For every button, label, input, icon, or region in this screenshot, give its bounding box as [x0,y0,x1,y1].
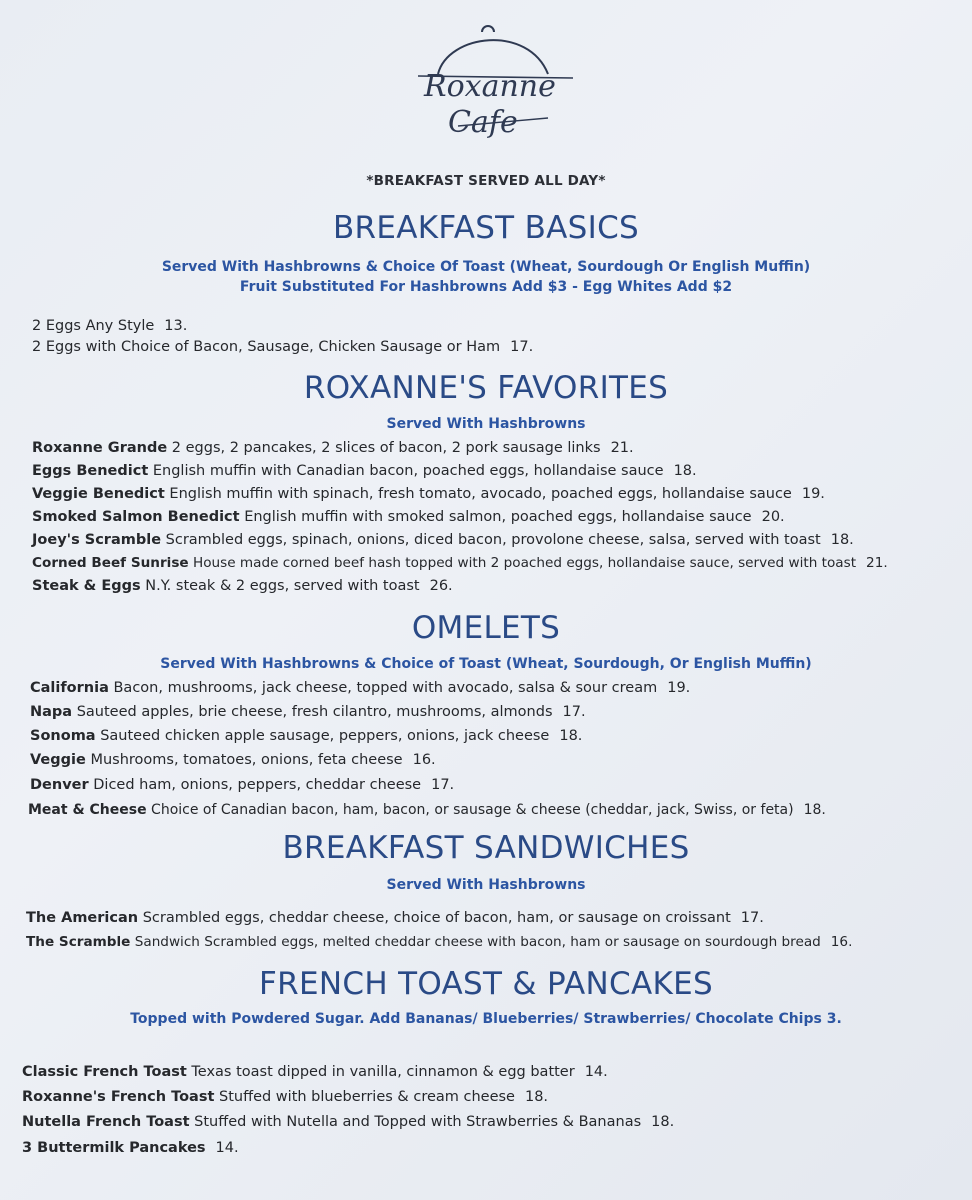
menu-item: Roxanne's French Toast Stuffed with blueberries & cream cheese 18. [22,1089,549,1105]
subheading-omelets: Served With Hashbrowns & Choice of Toast (Wheat, Sourdough, Or English Muffin) [160,656,812,672]
subheading-favorites: Served With Hashbrowns [386,416,586,432]
menu-item: The Scramble Sandwich Scrambled eggs, melted cheddar cheese with bacon, ham or sausage on sourdough bread 16. [26,934,853,950]
subheading-basics-1: Served With Hashbrowns & Choice Of Toast (Wheat, Sourdough Or English Muffin) [161,259,811,275]
heading-breakfast-sandwiches: BREAKFAST SANDWICHES [282,830,690,866]
heading-omelets: OMELETS [411,610,561,646]
menu-item: Veggie Mushrooms, tomatoes, onions, feta cheese 16. [30,752,436,768]
menu-item: Veggie Benedict English muffin with spinach, fresh tomato, avocado, poached eggs, hollandaise sauce 19. [32,486,825,502]
heading-french-toast-pancakes: FRENCH TOAST & PANCAKES [259,966,713,1002]
menu-item: Roxanne Grande 2 eggs, 2 pancakes, 2 slices of bacon, 2 pork sausage links 21. [32,440,634,456]
menu-item: Meat & Cheese Choice of Canadian bacon, ham, bacon, or sausage & cheese (cheddar, jack, Swiss, or feta) 18. [28,802,826,818]
subheading-basics-2: Fruit Substituted For Hashbrowns Add $3 - Egg Whites Add $2 [239,279,733,295]
heading-breakfast-basics: BREAKFAST BASICS [332,210,639,246]
menu-item: 3 Buttermilk Pancakes 14. [22,1140,239,1156]
menu-item: Napa Sauteed apples, brie cheese, fresh cilantro, mushrooms, almonds 17. [30,704,586,720]
menu-item: Denver Diced ham, onions, peppers, cheddar cheese 17. [30,777,455,793]
menu-item: Corned Beef Sunrise House made corned beef hash topped with 2 poached eggs, hollandaise sauce, served with toast 21. [32,555,888,571]
heading-roxannes-favorites: ROXANNE'S FAVORITES [303,370,669,406]
logo-line1: Roxanne [424,69,556,104]
banner: *BREAKFAST SERVED ALL DAY* [366,173,606,189]
roxanne-cafe-logo [398,14,578,144]
menu-item: Classic French Toast Texas toast dipped in vanilla, cinnamon & egg batter 14. [22,1064,608,1080]
logo-line2: Cafe [448,105,518,140]
menu-item: California Bacon, mushrooms, jack cheese, topped with avocado, salsa & sour cream 19. [30,680,691,696]
menu-item: The American Scrambled eggs, cheddar cheese, choice of bacon, ham, or sausage on croissant 17. [26,910,764,926]
menu-item: Joey's Scramble Scrambled eggs, spinach, onions, diced bacon, provolone cheese, salsa, served with toast 18. [32,532,854,548]
menu-item: Nutella French Toast Stuffed with Nutella and Topped with Strawberries & Bananas 18. [22,1114,675,1130]
menu-item: Sonoma Sauteed chicken apple sausage, peppers, onions, jack cheese 18. [30,728,583,744]
menu-item: Eggs Benedict English muffin with Canadian bacon, poached eggs, hollandaise sauce 18. [32,463,697,479]
menu-item: 2 Eggs Any Style 13. [32,318,188,334]
menu-item: Smoked Salmon Benedict English muffin with smoked salmon, poached eggs, hollandaise sauce 20. [32,509,785,525]
menu-item: 2 Eggs with Choice of Bacon, Sausage, Chicken Sausage or Ham 17. [32,339,534,355]
menu-item: Steak & Eggs N.Y. steak & 2 eggs, served with toast 26. [32,578,453,594]
subheading-sandwiches: Served With Hashbrowns [386,877,586,893]
subheading-french-toast: Topped with Powdered Sugar. Add Bananas/ Blueberries/ Strawberries/ Chocolate Chips 3. [130,1011,842,1027]
